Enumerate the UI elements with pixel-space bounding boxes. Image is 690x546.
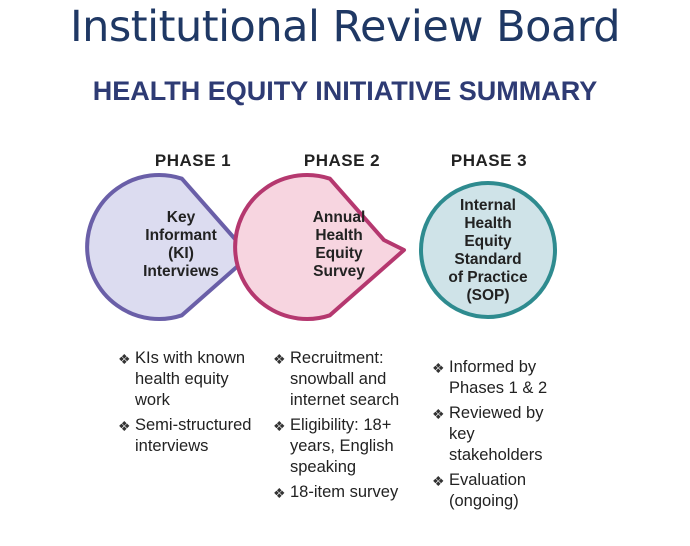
list-item xyxy=(432,470,547,512)
bullet-line: speaking xyxy=(290,458,357,476)
bullet-line: health equity xyxy=(135,370,229,388)
phase-3-label: PHASE 3 xyxy=(450,151,528,170)
bullet-icon: ❖ xyxy=(432,360,445,376)
bullet-icon: ❖ xyxy=(432,406,445,422)
phase-2-circle-text xyxy=(280,200,398,290)
phase-3-circle-line: Health xyxy=(464,215,512,232)
bullet-line: (ongoing) xyxy=(449,492,519,510)
phase-1-circle-text xyxy=(122,200,240,290)
bullet-icon: ❖ xyxy=(273,485,286,501)
page-title: Institutional Review Board xyxy=(69,2,621,52)
list-item xyxy=(118,348,251,411)
phase-2-circle-line: Health xyxy=(315,227,363,244)
bullet-line: work xyxy=(135,391,170,409)
bullet-line: stakeholders xyxy=(449,446,543,464)
list-item xyxy=(273,348,399,411)
bullet-line: Eligibility: 18+ xyxy=(290,416,392,434)
bullet-line: Semi-structured xyxy=(135,416,252,434)
phase-2-circle-line: Equity xyxy=(315,245,363,262)
phase-3-circle-line: (SOP) xyxy=(466,287,510,304)
list-item xyxy=(273,415,399,478)
phase-1-circle-line: Interviews xyxy=(143,263,219,280)
phase-1-circle-line: Informant xyxy=(145,227,217,244)
phase-2-circle-line: Survey xyxy=(313,263,365,280)
bullet-line: years, English xyxy=(290,437,394,455)
phase-3-circle-line: Standard xyxy=(454,251,522,268)
bullet-line: Evaluation xyxy=(449,471,527,489)
list-item xyxy=(273,482,399,504)
phase-2-circle-line: Annual xyxy=(312,209,366,226)
bullet-line: Phases 1 & 2 xyxy=(449,379,548,397)
phase-3-bullets xyxy=(432,357,547,516)
bullet-line: snowball and xyxy=(290,370,387,388)
phase-3-circle-line: Equity xyxy=(464,233,512,250)
phase-3-circle-text xyxy=(428,192,548,310)
list-item xyxy=(118,415,251,457)
phase-1-bullets xyxy=(118,348,251,461)
phase-1-circle-line: (KI) xyxy=(168,245,194,262)
bullet-icon: ❖ xyxy=(432,473,445,489)
phase-1-circle-line: Key xyxy=(166,209,196,226)
bullet-icon: ❖ xyxy=(118,418,131,434)
bullet-line: interviews xyxy=(135,437,209,455)
bullet-line: Reviewed by xyxy=(449,404,544,422)
page-subtitle: HEALTH EQUITY INITIATIVE SUMMARY xyxy=(92,76,598,106)
phase-1-label: PHASE 1 xyxy=(154,151,232,170)
phase-3-circle-line: of Practice xyxy=(448,269,528,286)
bullet-line: KIs with known xyxy=(135,349,246,367)
list-item xyxy=(432,403,547,466)
bullet-line: Recruitment: xyxy=(290,349,384,367)
bullet-icon: ❖ xyxy=(118,351,131,367)
phase-3-circle-line: Internal xyxy=(460,197,516,214)
bullet-line: internet search xyxy=(290,391,400,409)
phase-2-label: PHASE 2 xyxy=(303,151,381,170)
bullet-line: key xyxy=(449,425,475,443)
bullet-icon: ❖ xyxy=(273,418,286,434)
phase-2-bullets xyxy=(273,348,399,508)
bullet-line: 18-item survey xyxy=(290,483,399,501)
bullet-line: Informed by xyxy=(449,358,537,376)
bullet-icon: ❖ xyxy=(273,351,286,367)
list-item xyxy=(432,357,547,399)
